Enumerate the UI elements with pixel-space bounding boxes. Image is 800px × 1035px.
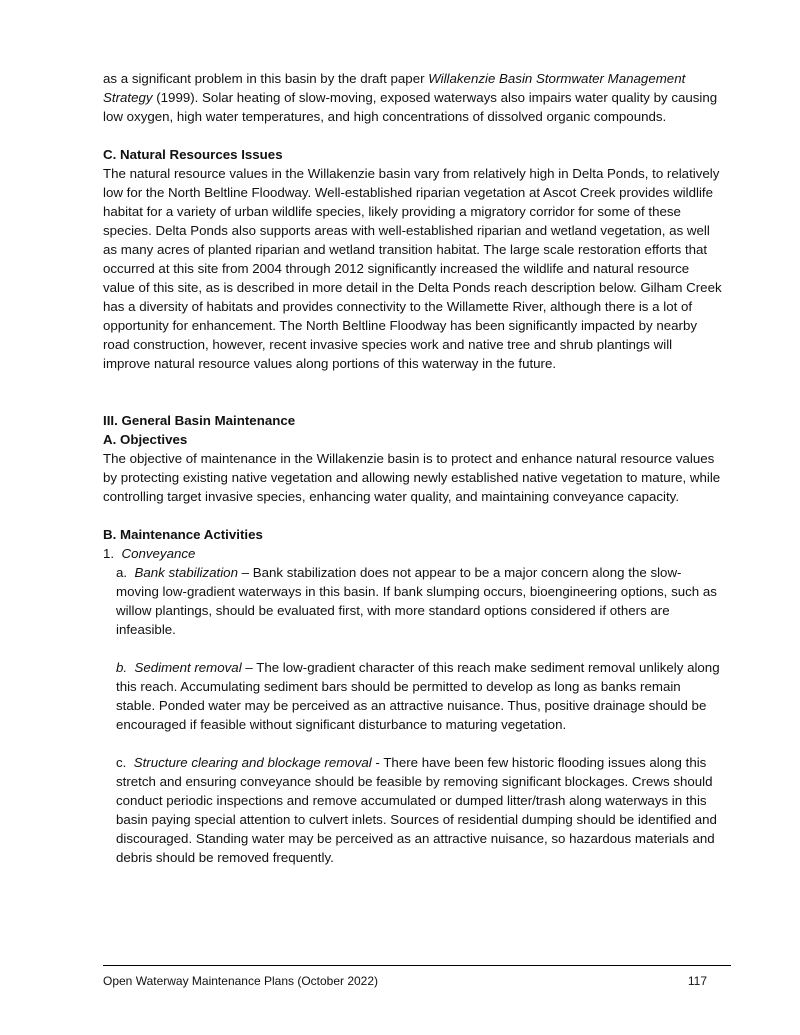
item-bank-stabilization: a. Bank stabilization – Bank stabilization does not appear to be a major concern along the slow-moving low-gradient waterways in this basin. If bank slumping occurs, bioengineering options, such as willow plantings, should be evaluated first, with more standard options considered if others are infeasible. <box>116 565 717 637</box>
item-structure-clearing: c. Structure clearing and blockage removal - There have been few historic flooding issues along this stretch and ensuring conveyance should be feasible by removing significant blockages. Crews should conduct periodic inspections and remove accumulated or dumped litter/trash along waterways in this basin paying special attention to culvert inlets. Sources of residential dumping should be identified and discouraged. Standing water may be perceived as an attractive nuisance, so hazardous materials and debris should be removed frequently. <box>116 755 717 865</box>
item-sediment-removal: b. Sediment removal – The low-gradient character of this reach make sediment removal unlikely along this reach. Accumulating sediment bars should be permitted to develop as long as banks remain stable. Ponded water may be perceived as an attractive nuisance. Thus, positive drainage should be encouraged if feasible without significant disturbance to maturing vegetation. <box>116 660 720 732</box>
cited-title: Willakenzie Basin Stormwater Management Strategy <box>103 71 686 105</box>
conveyance-heading: 1. Conveyance <box>103 546 196 561</box>
activities-heading: B. Maintenance Activities <box>103 527 263 542</box>
footer-title: Open Waterway Maintenance Plans (October 2022) <box>103 974 379 988</box>
footer-divider <box>103 965 731 966</box>
objectives-heading: A. Objectives <box>103 432 188 447</box>
document-page <box>103 69 723 867</box>
objectives-body: The objective of maintenance in the Willakenzie basin is to protect and enhance natural resource values by protecting existing native vegetation and allowing newly established native vegetation to mature, while controlling target invasive species, enhancing water quality, and maintaining conveyance capacity. <box>103 451 721 504</box>
intro-paragraph: as a significant problem in this basin by the draft paper Willakenzie Basin Stormwater Management Strategy (1999). Solar heating of slow-moving, exposed waterways also impairs water quality by causing low oxygen, high water temperatures, and high concentrations of dissolved organic compounds. <box>103 71 718 124</box>
natural-resources-body: The natural resource values in the Willakenzie basin vary from relatively high in Delta Ponds, to relatively low for the North Beltline Floodway. Well-established riparian vegetation at Ascot Creek provides wildlife habitat for a variety of urban wildlife species, likely providing a migratory corridor for some of these species. Delta Ponds also supports areas with well-established riparian and wetland vegetation, as well as many acres of planted riparian and wetland transition habitat. The large scale restoration efforts that occurred at this site from 2004 through 2012 significantly increased the wildlife and natural resource value of this site, as is described in more detail in the Delta Ponds reach description below. Gilham Creek has a diversity of habitats and provides connectivity to the Willamette River, although there is a lot of opportunity for enhancement. The North Beltline Floodway has been significantly impacted by nearby road construction, however, recent invasive species work and native tree and shrub plantings will improve natural resource values along portions of this waterway in the future. <box>103 166 722 371</box>
natural-resources-heading: C. Natural Resources Issues <box>103 147 283 162</box>
page-footer <box>103 973 707 989</box>
section-heading: III. General Basin Maintenance <box>103 413 296 428</box>
page-number: 117 <box>687 974 707 988</box>
